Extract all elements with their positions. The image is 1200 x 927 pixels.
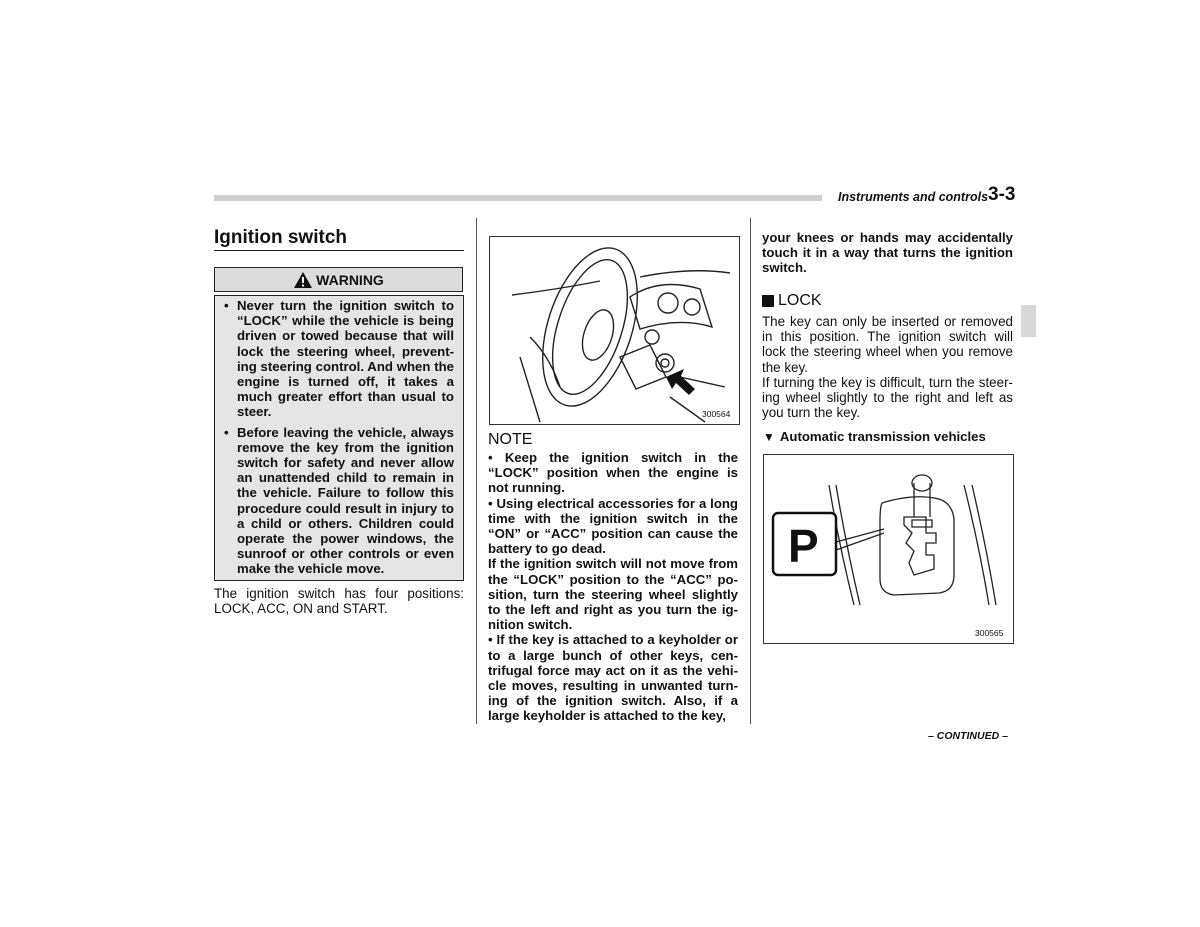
triangle-down-icon: ▼ — [763, 429, 775, 444]
square-bullet-icon — [762, 295, 774, 307]
auto-transmission-label: Automatic transmission vehicles — [779, 429, 986, 444]
note-body — [488, 450, 738, 724]
note-title: NOTE — [488, 431, 533, 448]
warning-box — [214, 295, 464, 581]
column-divider-left — [476, 218, 477, 724]
note-item: • Keep the ignition switch in the “LOCK” position when the engine is not running. — [488, 450, 738, 496]
column-divider-right — [750, 218, 751, 724]
warning-item: • Before leaving the vehicle, always remove the key from the ignition switch for safety and never allow an unattended child to remain in the vehicle. Failure to follow this procedure could result in injury to a child or others. Children could operate the power windows, the sunroof or other controls or even make the vehicle move. — [224, 425, 454, 577]
park-letter: P — [788, 520, 819, 572]
lock-heading — [762, 292, 822, 310]
auto-transmission-heading — [763, 429, 986, 444]
warning-label: WARNING — [316, 271, 384, 288]
section-title: Ignition switch — [214, 227, 347, 248]
lock-heading-label: LOCK — [778, 292, 822, 309]
chapter-thumb-tab — [1021, 305, 1036, 337]
running-header-title: Instruments and controls — [838, 190, 989, 204]
warning-header — [214, 267, 463, 292]
header-rule — [214, 195, 822, 201]
note-item: • If the key is attached to a keyholder or to a large bunch of other keys, cen-trifugal force may act on it as the vehi-cle moves, resulting in unwanted turn-ing of the ignition switch. Also, if a large keyholder is attached to the key, — [488, 632, 738, 724]
ignition-positions-text: The ignition switch has four positions: LOCK, ACC, ON and START. — [214, 586, 464, 617]
shift-lever-figure — [763, 454, 1014, 644]
note-item: • Using electrical accessories for a long time with the ignition switch in the “ON” or “ACC” position can cause the battery to go dead. — [488, 495, 738, 557]
page-number: 3-3 — [988, 184, 1016, 205]
warning-item: • Never turn the ignition switch to “LOCK” while the vehicle is being driven or towed because that will lock the steering wheel, prevent-ing steering control. And when the engine is turned off, it takes a much greater effort than usual to steer. — [224, 298, 454, 420]
steering-wheel-illustration — [490, 237, 739, 424]
note-continuation: your knees or hands may accidentally touch it in a way that turns the ignition switch. — [762, 230, 1013, 276]
section-title-rule — [214, 250, 464, 251]
warning-list — [224, 298, 454, 577]
note-paragraph: If the ignition switch will not move from the “LOCK” position to the “ACC” po-sition, turn the steering wheel slightly to the left and right as you turn the ig-nition switch. — [488, 556, 738, 633]
figure-code: 300565 — [975, 628, 1004, 638]
figure-code: 300564 — [702, 409, 731, 419]
lock-text: The key can only be inserted or removed in this position. The ignition switch will lock the steering wheel when you remove the key. — [762, 314, 1013, 375]
continued-label: – CONTINUED – — [928, 730, 1008, 742]
lock-text-difficult: If turning the key is difficult, turn the steer-ing wheel slightly to the right and left as you turn the key. — [762, 375, 1013, 421]
warning-triangle-icon — [293, 271, 313, 289]
steering-ignition-figure — [489, 236, 740, 425]
